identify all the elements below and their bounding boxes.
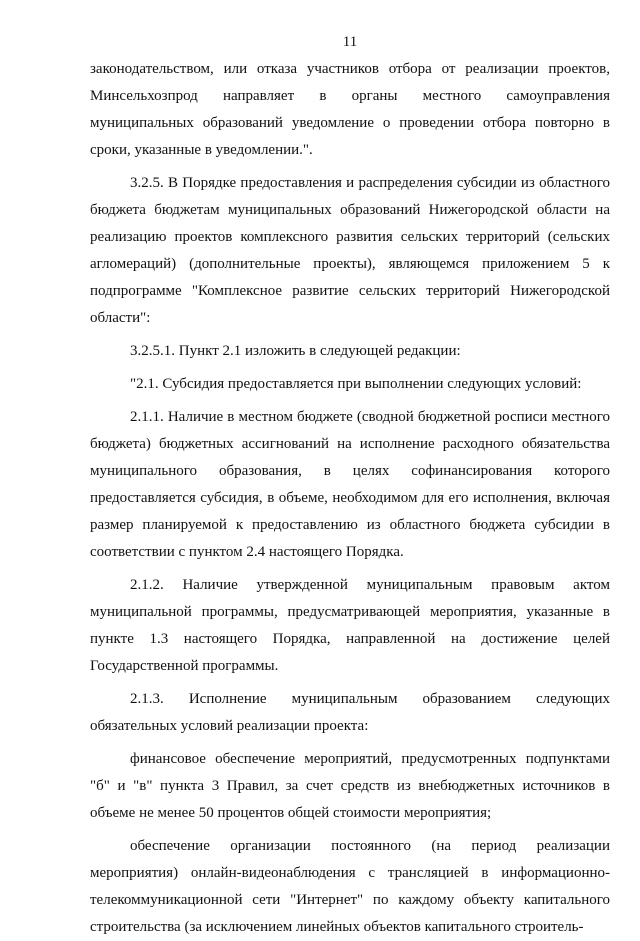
paragraph-5: 2.1.1. Наличие в местном бюджете (сводной бюджетной росписи местного бюджета) бюджетных ассигнований на исполнение расходного обязательства муниципального образования, в целях софинансирования которого предоставляется субсидия, в объеме, необходимом для его исполнения, включая размер планируемой к предоставлению из областного бюджета субсидии в соответствии с пунктом 2.4 настоящего Порядка. <box>90 409 610 560</box>
page-number: 11 <box>342 34 358 50</box>
paragraph-7: 2.1.3. Исполнение муниципальным образованием следующих обязательных условий реализации проекта: <box>90 691 610 734</box>
paragraph-2: 3.2.5. В Порядке предоставления и распределения субсидии из областного бюджета бюджетам муниципальных образований Нижегородской области на реализацию проектов комплексного развития сельских территорий (сельских агломераций) (дополнительные проекты), являющемся приложением 5 к подпрограмме "Комплексное развитие сельских территорий Нижегородской области": <box>90 175 610 326</box>
paragraph-3: 3.2.5.1. Пункт 2.1 изложить в следующей редакции: <box>130 343 461 359</box>
paragraph-9: обеспечение организации постоянного (на период реализации мероприятия) онлайн-видеонаблюдения с трансляцией в информационно-телекоммуникационной сети "Интернет" по каждому объекту капитального строительства (за исключением линейных объектов капитального строитель- <box>90 838 610 935</box>
paragraph-8: финансовое обеспечение мероприятий, предусмотренных подпунктами "б" и "в" пункта 3 Правил, за счет средств из внебюджетных источников в объеме не менее 50 процентов общей стоимости мероприятия; <box>90 751 610 821</box>
paragraph-6: 2.1.2. Наличие утвержденной муниципальным правовым актом муниципальной программы, предусматривающей мероприятия, указанные в пункте 1.3 настоящего Порядка, направленной на достижение целей Государственной программы. <box>90 577 610 674</box>
paragraph-4: "2.1. Субсидия предоставляется при выполнении следующих условий: <box>130 376 582 392</box>
document-page <box>90 0 610 941</box>
paragraph-1: законодательством, или отказа участников отбора от реализации проектов, Минсельхозпрод направляет в органы местного самоуправления муниципальных образований уведомление о проведении отбора повторно в сроки, указанные в уведомлении.". <box>90 61 610 158</box>
